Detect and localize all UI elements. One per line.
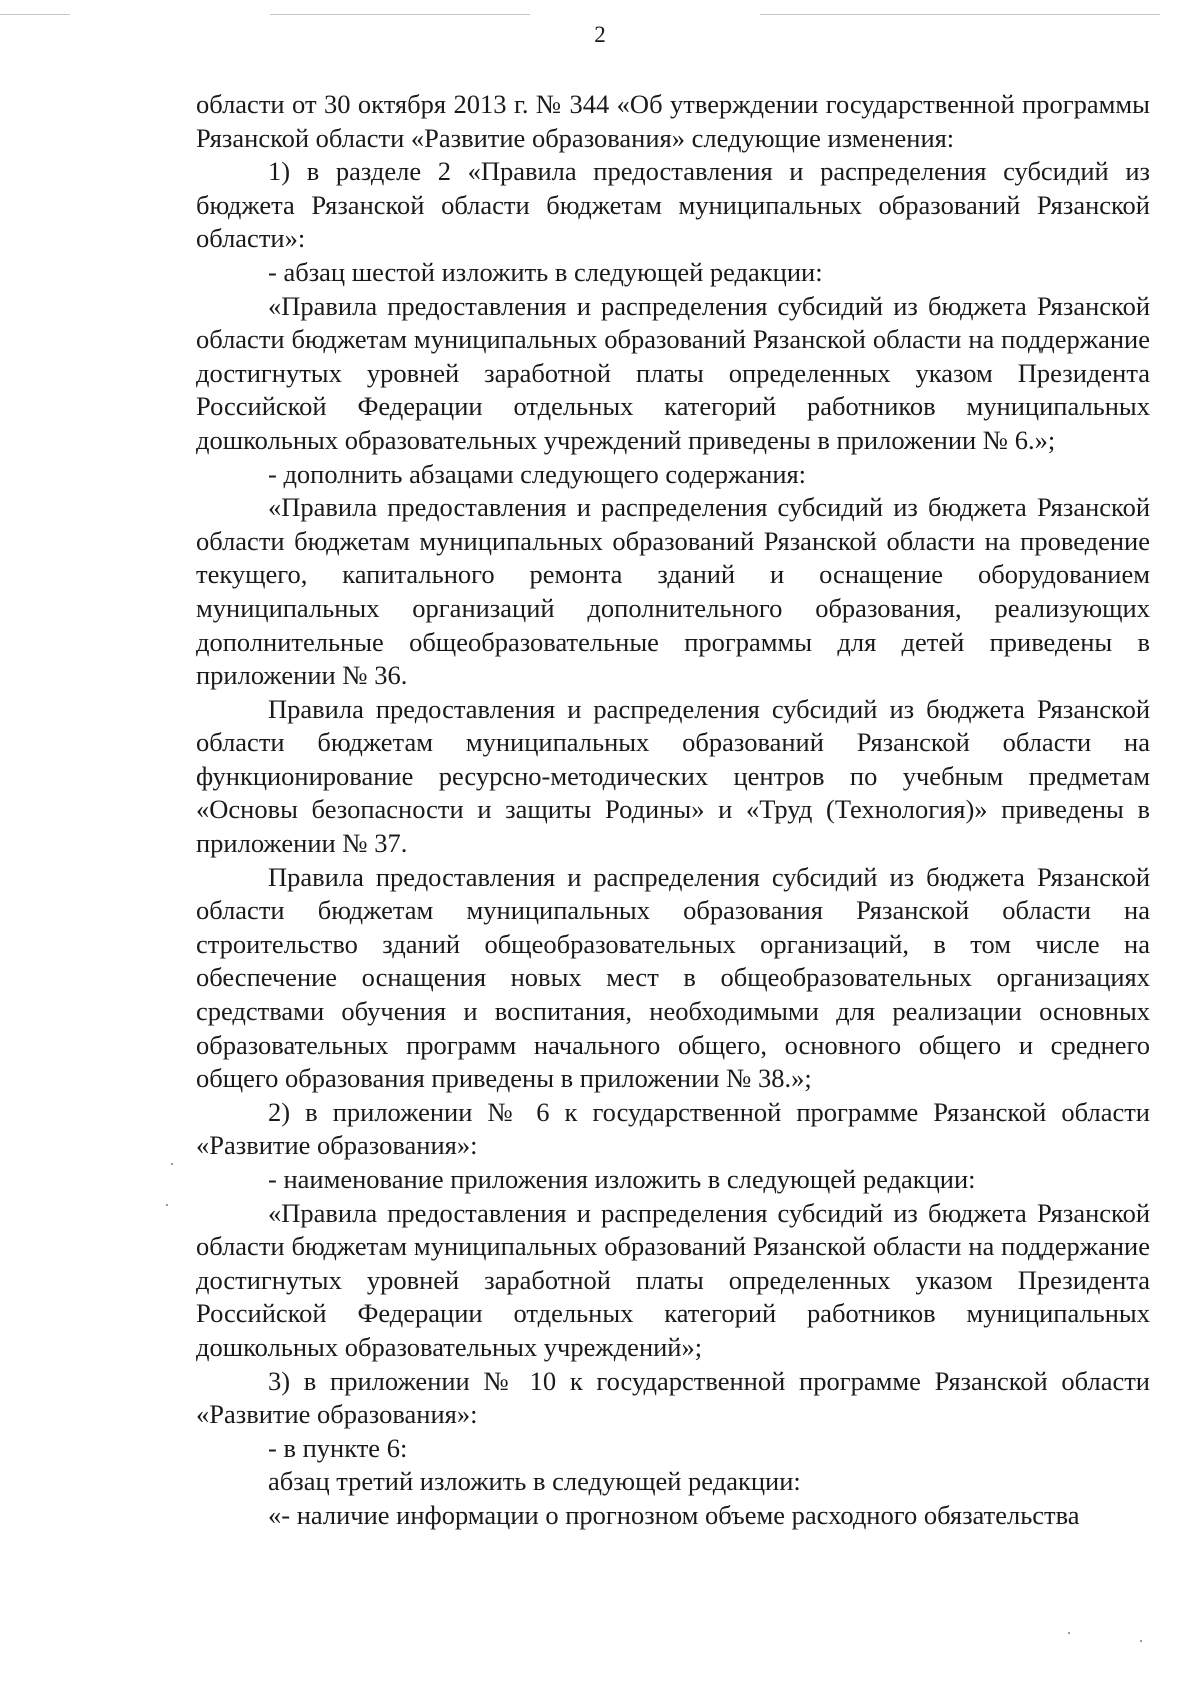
scan-speck [171,1163,173,1165]
paragraph: абзац третий изложить в следующей редакции: [268,1466,801,1497]
paragraph: - дополнить абзацами следующего содержания: [268,458,807,489]
paragraph: «Правила предоставления и распределения субсидий из бюджета Рязанской области бюджетам муниципальных образований Рязанской области на поддержание достигнутых уровней заработной платы определенных указом Президента Российской Федерации отдельных категорий работников муниципальных дошкольных образовательных учреждений»; [196,1197,1150,1362]
scan-artifact-top-center [270,14,530,15]
paragraph: - наименование приложения изложить в следующей редакции: [268,1164,976,1194]
scan-speck [1140,1640,1142,1642]
paragraph: «Правила предоставления и распределения субсидий из бюджета Рязанской области бюджетам муниципальных образований Рязанской области на проведение текущего, капитального ремонта зданий и оснащение оборудованием муниципальных организаций дополнительного образования, реализующих дополнительные общеобразовательные программы для детей приведены в приложении № 36. [196,492,1150,691]
paragraph: «- наличие информации о прогнозном объеме расходного обязательства [268,1499,1080,1530]
paragraph: - абзац шестой изложить в следующей редакции: [268,256,823,287]
scan-artifact-top-left [0,14,70,15]
paragraph: Правила предоставления и распределения субсидий из бюджета Рязанской области бюджетам муниципальных образования Рязанской области на строительство зданий общеобразовательных организаций, в том числе на обеспечение оснащения новых мест в общеобразовательных организациях средствами обучения и воспитания, необходимыми для реализации основных образовательных программ начального общего, основного общего и среднего общего образования приведены в приложении № 38.»; [196,861,1150,1094]
paragraph: области от 30 октября 2013 г. № 344 «Об утверждении государственной программы Рязанской области «Развитие образования» следующие изменения: [196,89,1150,153]
paragraph: Правила предоставления и распределения субсидий из бюджета Рязанской области бюджетам муниципальных образований Рязанской области на функционирование ресурсно-методических центров по учебным предметам «Основы безопасности и защиты Родины» и «Труд (Технология)» приведены в приложении № 37. [196,693,1150,859]
paragraph: «Правила предоставления и распределения субсидий из бюджета Рязанской области бюджетам муниципальных образований Рязанской области на поддержание достигнутых уровней заработной платы определенных указом Президента Российской Федерации отдельных категорий работников муниципальных дошкольных образовательных учреждений приведены в приложении № 6.»; [196,290,1150,455]
paragraph: 1) в разделе 2 «Правила предоставления и распределения субсидий из бюджета Рязанской области бюджетам муниципальных образований Рязанской области»: [196,156,1150,254]
paragraph: 2) в приложении № 6 к государственной программе Рязанской области «Развитие образования»: [196,1096,1150,1161]
document-body [196,88,1150,1533]
paragraph: - в пункте 6: [268,1432,408,1463]
scan-speck [166,1204,168,1206]
paragraph: 3) в приложении № 10 к государственной программе Рязанской области «Развитие образования»: [196,1365,1150,1430]
page-number: 2 [594,22,606,47]
scan-artifact-top-right [760,14,1160,15]
scan-speck [1068,1632,1070,1634]
